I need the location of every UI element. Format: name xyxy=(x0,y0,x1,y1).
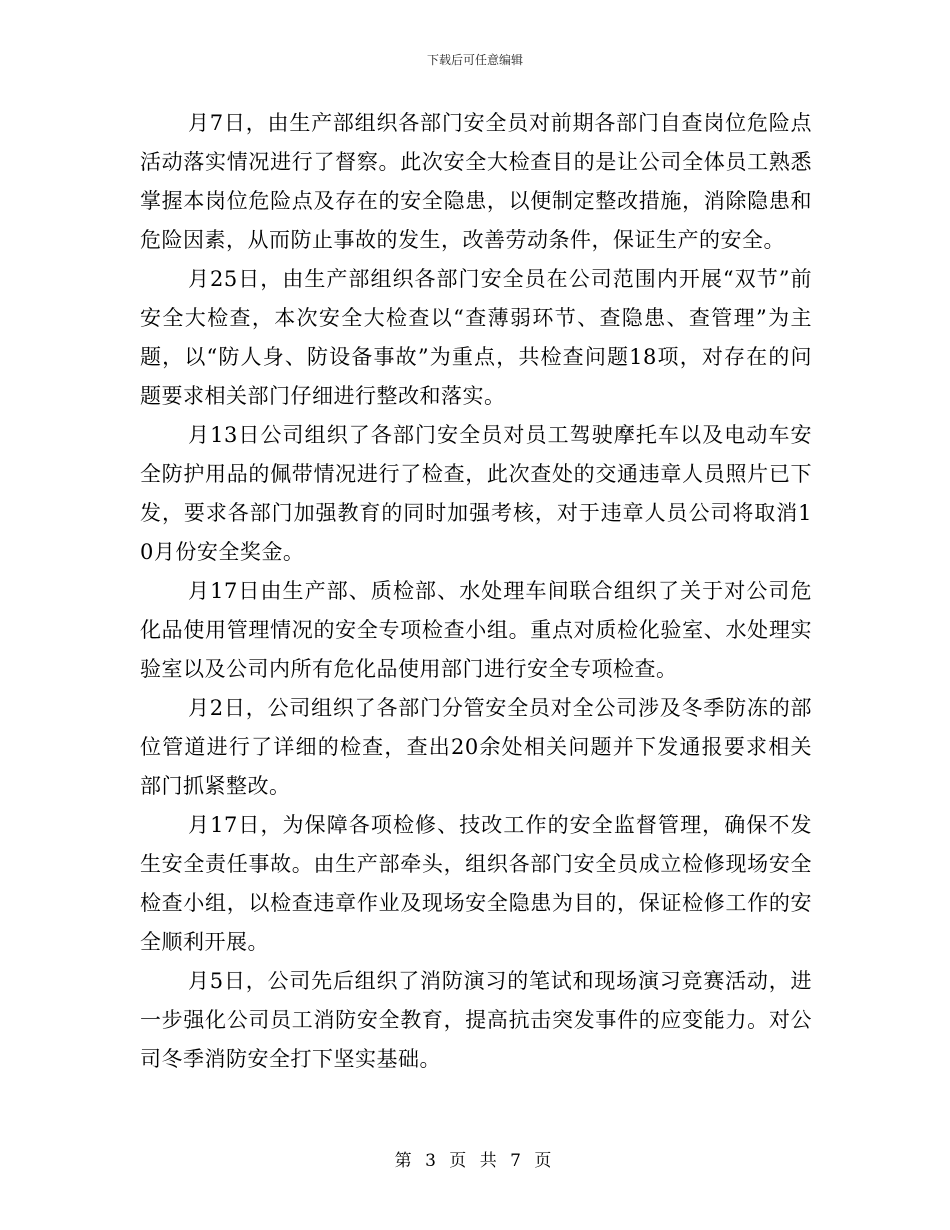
paragraph-3: 月13日公司组织了各部门安全员对员工驾驶摩托车以及电动车安全防护用品的佩带情况进行了检查，此次查处的交通违章人员照片已下发，要求各部门加强教育的同时加强考核，对于违章人员公司将取消10月份安全奖金。 xyxy=(140,423,812,564)
document-body xyxy=(140,104,812,1079)
paragraph-4: 月17日由生产部、质检部、水处理车间联合组织了关于对公司危化品使用管理情况的安全专项检查小组。重点对质检化验室、水处理实验室以及公司内所有危化品使用部门进行安全专项检查。 xyxy=(140,579,812,681)
paragraph-2: 月25日，由生产部组织各部门安全员在公司范围内开展“双节”前安全大检查，本次安全大检查以“查薄弱环节、查隐患、查管理”为主题，以“防人身、防设备事故”为重点，共检查问题18项，对存在的问题要求相关部门仔细进行整改和落实。 xyxy=(140,267,812,408)
header-note: 下载后可任意编辑 xyxy=(426,53,523,67)
paragraph-1: 月7日，由生产部组织各部门安全员对前期各部门自查岗位危险点活动落实情况进行了督察。此次安全大检查目的是让公司全体员工熟悉掌握本岗位危险点及存在的安全隐患，以便制定整改措施，消除隐患和危险因素，从而防止事故的发生，改善劳动条件，保证生产的安全。 xyxy=(140,111,812,252)
paragraph-6: 月17日，为保障各项检修、技改工作的安全监督管理，确保不发生安全责任事故。由生产部牵头，组织各部门安全员成立检修现场安全检查小组，以检查违章作业及现场安全隐患为目的，保证检修工作的安全顺利开展。 xyxy=(140,813,812,954)
page-number: 第 3 页 共 7 页 xyxy=(394,1151,556,1171)
paragraph-5: 月2日，公司组织了各部门分管安全员对全公司涉及冬季防冻的部位管道进行了详细的检查，查出20余处相关问题并下发通报要求相关部门抓紧整改。 xyxy=(140,696,812,798)
paragraph-7: 月5日，公司先后组织了消防演习的笔试和现场演习竞赛活动，进一步强化公司员工消防安全教育，提高抗击突发事件的应变能力。对公司冬季消防安全打下坚实基础。 xyxy=(140,969,812,1071)
